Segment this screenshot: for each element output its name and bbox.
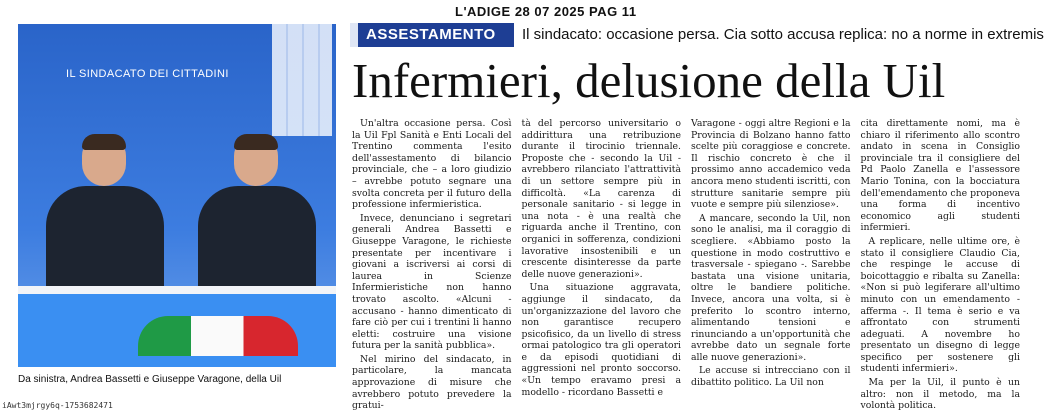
article-photo [18, 24, 336, 367]
paragraph: cita direttamente nomi, ma è chiaro il riferimento allo scontro andato in scena in Consiglio provinciale tra il consigliere del Pd Paolo Zanella e l'assessore Mario Tonina, con la bocciatura dell'emendamento che proponeva una forma di incentivo economico agli studenti infermieri. [860, 118, 1020, 234]
kicker: Il sindacato: occasione persa. Cia sotto accusa replica: no a norme in extremis [522, 26, 1044, 43]
headline: Infermieri, delusione della Uil [352, 53, 946, 108]
paragraph: Ma per la Uil, il punto è un altro: non il metodo, ma la volontà politica. [860, 377, 1020, 412]
photo-wall-tiles [272, 24, 332, 136]
article-body [352, 118, 1020, 412]
paragraph: Nel mirino del sindacato, in particolare, la mancata approvazione di misure che avrebbero potuto prevedere la gratui- [352, 353, 512, 412]
paragraph: Un'altra occasione persa. Così la Uil Fpl Sanità e Enti Locali del Trentino commenta l'esito dell'assestamento di bilancio provinciale, che – a loro giudizio – avrebbe potuto segnare una svolta concreta per il futuro della professione infermieristica. [352, 118, 512, 211]
person-right [198, 134, 316, 294]
paragraph: Invece, denunciano i segretari generali Andrea Bassetti e Giuseppe Varagone, le richieste presentate per incentivare i giovani a iscriversi ai corsi di laurea in Scienze Infermieristiche non hanno trovato ascolto. «Alcuni - accusano - hanno dimenticato di fare ciò per cui i trentini li hanno eletti: costruire una visione futura per la sanità pubblica». [352, 212, 512, 352]
scan-code: iAwt3mjrgy6q-1753682471 [2, 401, 113, 410]
paragraph: A replicare, nelle ultime ore, è stato il consigliere Claudio Cia, che respinge le accuse di boicottaggio e ribalta su Zanella: «Non si può legiferare all'ultimo minuto con un emendamento - afferma -. Il tema è serio e va affrontato con strumenti adeguati. A novembre ho presentato un disegno di legge specifico per sostenere gli studenti infermieri». [860, 235, 1020, 375]
photo-sign-text: IL SINDACATO DEI CITTADINI [66, 68, 229, 80]
paragraph: Una situazione aggravata, aggiunge il sindacato, da un'organizzazione del lavoro che non garantisce recupero psicofisico, da un livello di stress ormai patologico tra gli operatori e da episodi quotidiani di aggressioni nel pronto soccorso. «Un tempo eravamo presi a modello - ricordano Bassetti e [521, 282, 681, 398]
section-tag: ASSESTAMENTO [350, 23, 514, 47]
paragraph: A mancare, secondo la Uil, non sono le analisi, ma il coraggio di scegliere. «Abbiamo posto la questione in modo costruttivo e trasversale - spiegano -. Sarebbe bastata una visione unitaria, oltre le bandiere politiche. Invece, ancora una volta, si è preferito lo scontro interno, alimentando tensioni e rinunciando a un'opportunità che avrebbe dato un segnale forte alle nuove generazioni». [691, 212, 851, 363]
article-column [691, 118, 851, 398]
article-column [522, 118, 682, 398]
paragraph: tà del percorso universitario o addirittura una retribuzione durante il tirocinio triennale. Proposte che - secondo la Uil - avrebbero rilanciato l'attrattività di un settore sempre più in difficoltà. «La carenza di personale sanitario - si legge in una nota - è una realtà che riguarda anche il Trentino, con organici in sofferenza, condizioni lavorative insostenibili e un crescente disinteresse da parte delle nuove generazioni». [521, 118, 681, 280]
italian-flag [138, 316, 298, 356]
person-left [46, 134, 164, 294]
paragraph: Varagone - oggi altre Regioni e la Provincia di Bolzano hanno fatto scelte più coraggiose e concrete. Il rischio concreto è che il prossimo anno accademico veda ancora meno studenti iscritti, con strutture sanitarie sempre più vuote e sempre più silenziose». [691, 118, 851, 211]
article-column [860, 118, 1021, 412]
photo-caption: Da sinistra, Andrea Bassetti e Giuseppe Varagone, della Uil [18, 374, 282, 385]
paragraph: Le accuse si intrecciano con il dibattito politico. La Uil non [691, 365, 851, 389]
article-column [352, 118, 512, 412]
section-banner [350, 23, 1044, 47]
masthead: L'ADIGE 28 07 2025 PAG 11 [455, 4, 637, 19]
